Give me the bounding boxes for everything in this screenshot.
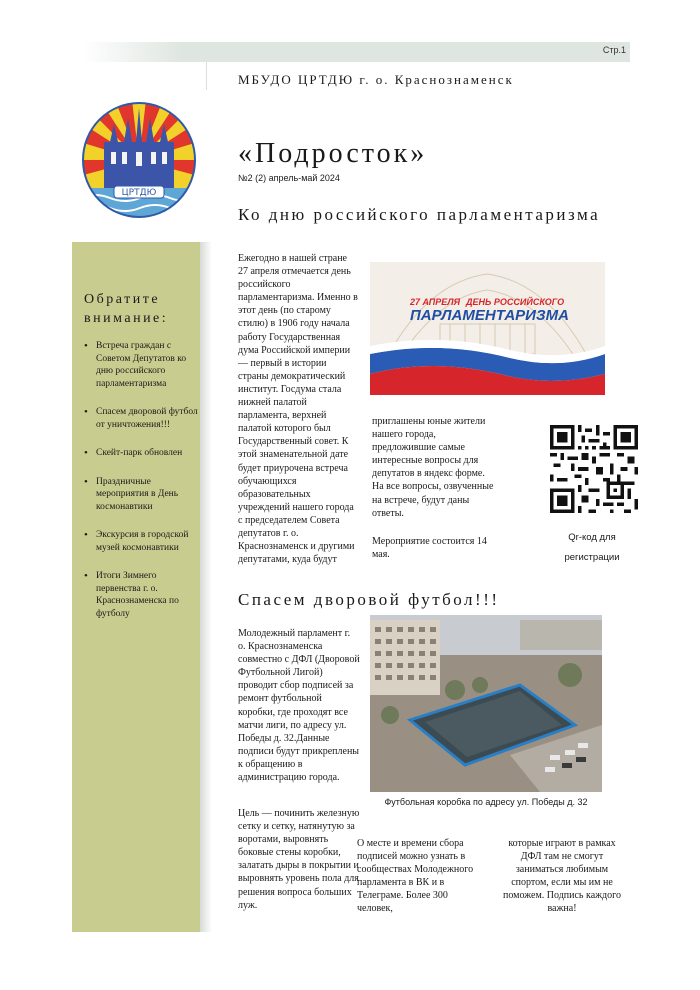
sidebar-item: • Экскурсия в городской музей космонавтики: [78, 529, 200, 554]
sidebar-item: • Спасем дворовой футбол от уничтожения!!!: [78, 406, 200, 431]
sidebar-item: • Итоги Зимнего первенства г. о. Краснознаменска по футболу: [78, 570, 200, 620]
qr-caption-line1: Qr-код для: [568, 532, 616, 543]
article1-column-a: Ежегодно в нашей стране 27 апреля отмечается день российского парламентаризма. Именно в этот день (по старому стилю) в 1906 году начала работу Государственная дума Российской империи — первый в истории страны демократический институт. Госдума стала нижней палатой парламента, верхней палатой которого был Государственный совет. К этой знаменательной дате будет приурочена встреча обучающихся образовательных учреждений нашего города с председателем Совета депутатов г. о. Краснознаменск и другими депутатами, куда будут: [238, 253, 358, 566]
header-bar: [82, 42, 630, 62]
football-court-photo: [370, 615, 602, 792]
article2-column-c2: Цель — починить железную сетку и сетку, натянутую за воротами, выровнять боковые стены коробки, залатать дыры в покрытии и выровнять уровень пола для решения вопроса больших луж.: [238, 808, 360, 911]
article2-column-c: Молодежный парламент г. о. Краснознаменска совместно с ДФЛ (Дворовой Футбольной Лигой) проводит сбор подписей за ремонт футбольной коробки, где проходят все матчи лиги, по адресу ул. Победы д. 32.Данные подписи будут прикреплены к обращению в администрацию города.: [238, 628, 360, 784]
article1-heading: Ко дню российского парламентаризма: [238, 205, 601, 224]
sidebar-shadow: [200, 242, 212, 932]
sidebar-list: [78, 340, 200, 636]
article2-column-d: О месте и времени сбора подписей можно узнать в сообществах Молодежного парламента в ВК и в Телеграме. Более 300 человек,: [357, 838, 474, 915]
qr-caption-line2: регистрации: [564, 552, 620, 563]
newsletter-title: «Подросток»: [238, 138, 428, 169]
school-logo: [80, 100, 198, 220]
page-number: Стр.1: [602, 45, 626, 55]
article1-column-b: приглашены юные жители нашего города, предложившие самые интересные вопросы для депутатов в яндекс форме. На все вопросы, озвученные на встрече, будут даны ответы.: [372, 416, 494, 519]
parliamentarism-banner-image: [370, 262, 605, 395]
sidebar-heading: Обратите внимание:: [84, 292, 169, 326]
banner-word: ПАРЛАМЕНТАРИЗМА: [410, 307, 569, 324]
qr-code-icon[interactable]: [550, 425, 638, 513]
article2-column-e: которые играют в рамках ДФЛ там не смогут заниматься любимым спортом, если мы им не поможем. Подпись каждого важна!: [502, 838, 621, 915]
organization-name: МБУДО ЦРТДЮ г. о. Краснознаменск: [238, 72, 514, 87]
logo-text: ЦРТДЮ: [121, 188, 157, 198]
banner-date: 27 АПРЕЛЯ: [410, 297, 461, 307]
photo-caption: Футбольная коробка по адресу ул. Победы д. 32: [384, 797, 588, 807]
issue-number: №2 (2) апрель-май 2024: [238, 173, 340, 183]
sidebar-item: • Скейт-парк обновлен: [78, 447, 200, 460]
banner-day: ДЕНЬ РОССИЙСКОГО: [466, 297, 565, 307]
sidebar-item: • Праздничные мероприятия в День космонавтики: [78, 476, 200, 514]
qr-caption: [547, 528, 637, 568]
article1-event-date: Мероприятие состоится 14 мая.: [372, 536, 487, 561]
sidebar-item: • Встреча граждан с Советом Депутатов ко дню российского парламентаризма: [78, 340, 200, 390]
article2-heading: Спасем дворовой футбол!!!: [238, 590, 500, 609]
